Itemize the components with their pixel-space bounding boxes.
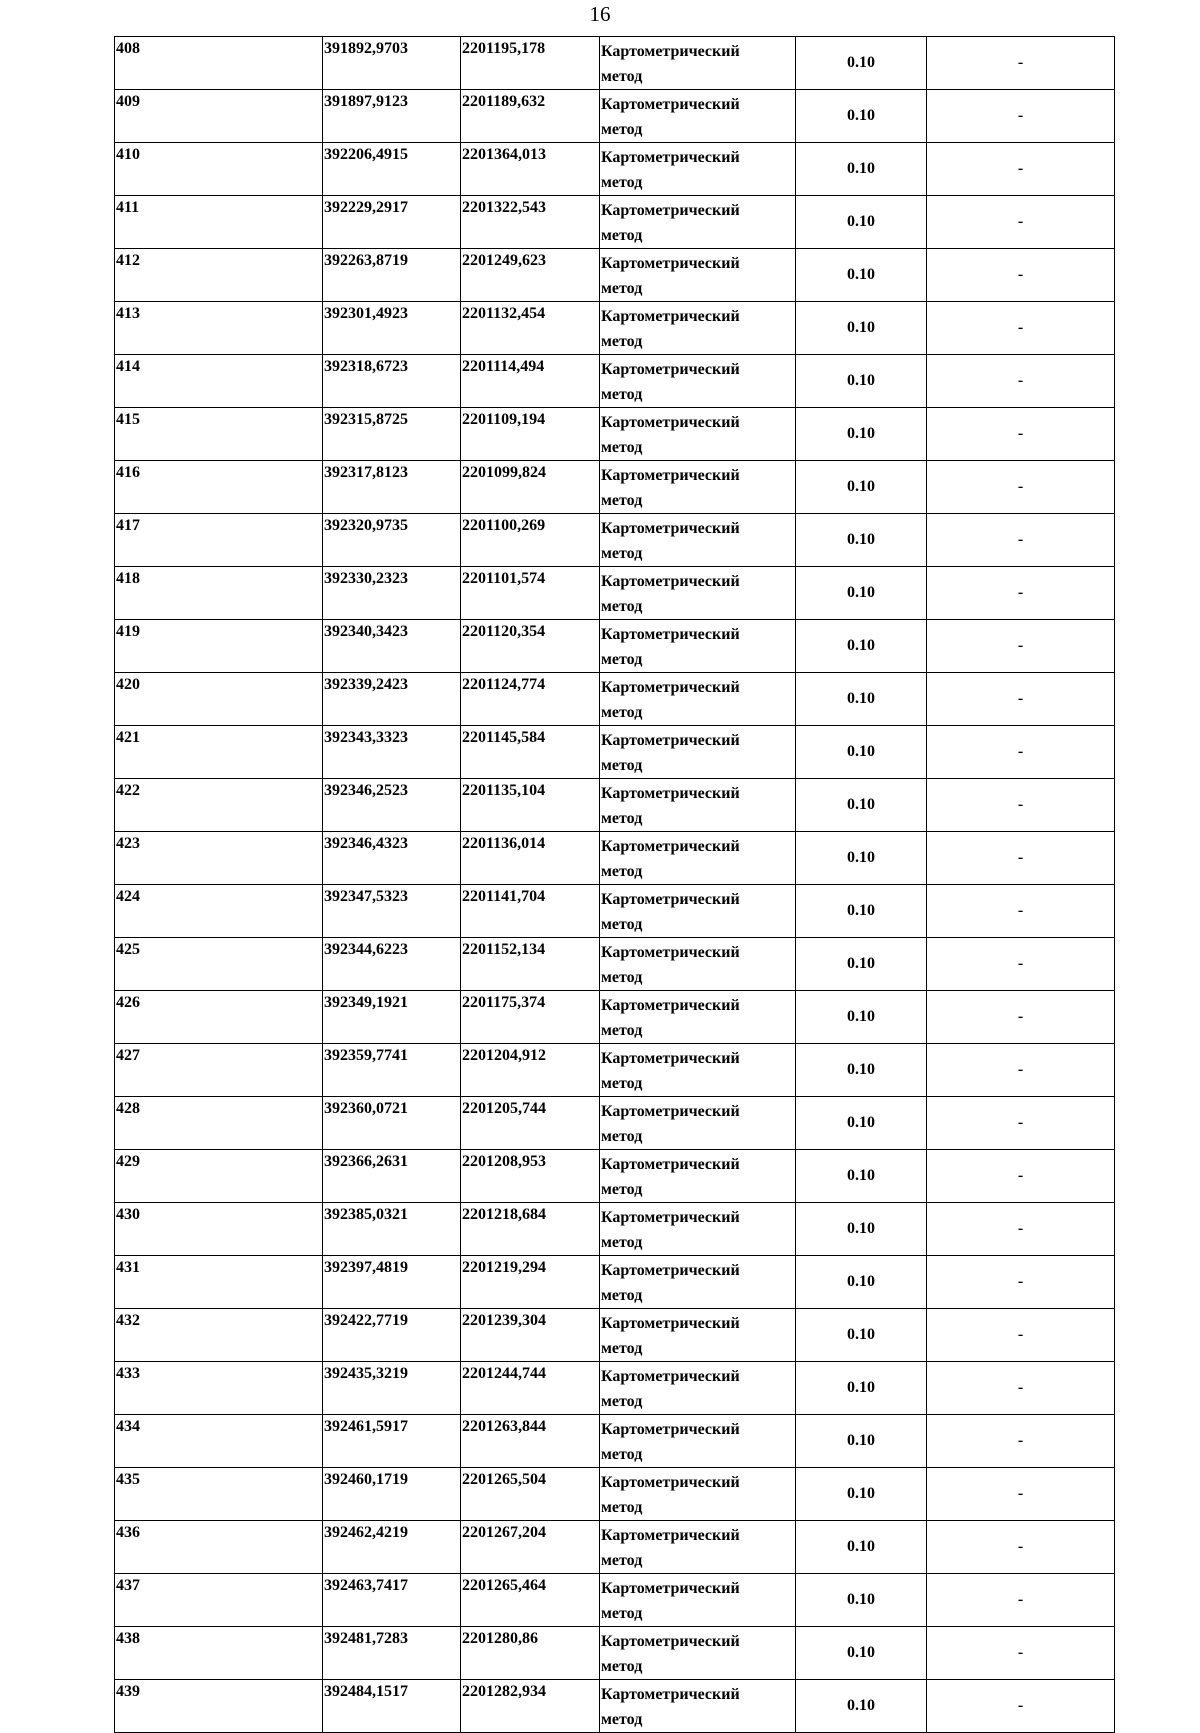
method-line-1: Картометрический: [601, 944, 740, 961]
description-cell: -: [927, 1468, 1115, 1521]
y-coordinate-cell: 2201267,204: [461, 1521, 600, 1574]
accuracy-cell: 0.10: [796, 620, 927, 673]
accuracy-cell: 0.10: [796, 567, 927, 620]
x-coordinate-cell: 392206,4915: [323, 143, 461, 196]
y-coordinate-cell: 2201152,134: [461, 938, 600, 991]
point-number-cell: 416: [115, 461, 323, 514]
table-row: [115, 143, 1115, 196]
table-row: [115, 1468, 1115, 1521]
x-coordinate-cell: 392422,7719: [323, 1309, 461, 1362]
method-line-2: метод: [601, 1552, 643, 1569]
accuracy-cell: 0.10: [796, 1203, 927, 1256]
point-number-cell: 409: [115, 90, 323, 143]
table-row: [115, 1309, 1115, 1362]
description-cell: -: [927, 1044, 1115, 1097]
method-line-2: метод: [601, 227, 643, 244]
x-coordinate-cell: 392330,2323: [323, 567, 461, 620]
x-coordinate-cell: 392318,6723: [323, 355, 461, 408]
x-coordinate-cell: 391892,9703: [323, 37, 461, 90]
x-coordinate-cell: 392481,7283: [323, 1627, 461, 1680]
y-coordinate-cell: 2201101,574: [461, 567, 600, 620]
table-row: [115, 620, 1115, 673]
method-line-1: Картометрический: [601, 1156, 740, 1173]
description-cell: -: [927, 1309, 1115, 1362]
x-coordinate-cell: 392435,3219: [323, 1362, 461, 1415]
accuracy-cell: 0.10: [796, 726, 927, 779]
method-line-2: метод: [601, 1340, 643, 1357]
description-cell: -: [927, 779, 1115, 832]
x-coordinate-cell: 392347,5323: [323, 885, 461, 938]
table-row: [115, 514, 1115, 567]
method-line-2: метод: [601, 174, 643, 191]
y-coordinate-cell: 2201100,269: [461, 514, 600, 567]
method-cell: [600, 991, 796, 1044]
method-cell: [600, 1574, 796, 1627]
y-coordinate-cell: 2201124,774: [461, 673, 600, 726]
y-coordinate-cell: 2201204,912: [461, 1044, 600, 1097]
table-row: [115, 1203, 1115, 1256]
description-cell: -: [927, 196, 1115, 249]
description-cell: -: [927, 885, 1115, 938]
accuracy-cell: 0.10: [796, 1044, 927, 1097]
point-number-cell: 426: [115, 991, 323, 1044]
method-line-1: Картометрический: [601, 1368, 740, 1385]
x-coordinate-cell: 392346,4323: [323, 832, 461, 885]
y-coordinate-cell: 2201244,744: [461, 1362, 600, 1415]
method-cell: [600, 1415, 796, 1468]
method-cell: [600, 620, 796, 673]
description-cell: -: [927, 1203, 1115, 1256]
method-line-1: Картометрический: [601, 255, 740, 272]
description-cell: -: [927, 355, 1115, 408]
method-line-1: Картометрический: [601, 891, 740, 908]
method-line-1: Картометрический: [601, 202, 740, 219]
method-line-1: Картометрический: [601, 1209, 740, 1226]
description-cell: -: [927, 620, 1115, 673]
table-row: [115, 461, 1115, 514]
method-line-2: метод: [601, 598, 643, 615]
method-line-1: Картометрический: [601, 1421, 740, 1438]
description-cell: -: [927, 1680, 1115, 1733]
x-coordinate-cell: 392366,2631: [323, 1150, 461, 1203]
method-line-2: метод: [601, 1234, 643, 1251]
method-line-2: метод: [601, 1287, 643, 1304]
page-number: 16: [589, 2, 611, 26]
table-row: [115, 1256, 1115, 1309]
description-cell: -: [927, 567, 1115, 620]
table-row: [115, 1680, 1115, 1733]
y-coordinate-cell: 2201219,294: [461, 1256, 600, 1309]
accuracy-cell: 0.10: [796, 249, 927, 302]
method-line-1: Картометрический: [601, 679, 740, 696]
method-cell: [600, 1309, 796, 1362]
x-coordinate-cell: 392320,9735: [323, 514, 461, 567]
table-row: [115, 1627, 1115, 1680]
accuracy-cell: 0.10: [796, 991, 927, 1044]
method-line-1: Картометрический: [601, 1315, 740, 1332]
method-cell: [600, 832, 796, 885]
method-line-1: Картометрический: [601, 626, 740, 643]
method-cell: [600, 726, 796, 779]
table-row: [115, 1044, 1115, 1097]
accuracy-cell: 0.10: [796, 832, 927, 885]
method-line-2: метод: [601, 280, 643, 297]
accuracy-cell: 0.10: [796, 938, 927, 991]
method-line-1: Картометрический: [601, 308, 740, 325]
method-cell: [600, 1203, 796, 1256]
table-row: [115, 355, 1115, 408]
y-coordinate-cell: 2201205,744: [461, 1097, 600, 1150]
table-row: [115, 37, 1115, 90]
description-cell: -: [927, 991, 1115, 1044]
table-row: [115, 1150, 1115, 1203]
y-coordinate-cell: 2201099,824: [461, 461, 600, 514]
method-line-2: метод: [601, 1499, 643, 1516]
method-line-2: метод: [601, 1128, 643, 1145]
table-row: [115, 90, 1115, 143]
method-cell: [600, 1680, 796, 1733]
x-coordinate-cell: 392484,1517: [323, 1680, 461, 1733]
method-line-1: Картометрический: [601, 1474, 740, 1491]
point-number-cell: 429: [115, 1150, 323, 1203]
accuracy-cell: 0.10: [796, 302, 927, 355]
x-coordinate-cell: 392301,4923: [323, 302, 461, 355]
x-coordinate-cell: 392344,6223: [323, 938, 461, 991]
x-coordinate-cell: 392229,2917: [323, 196, 461, 249]
table-row: [115, 1362, 1115, 1415]
point-number-cell: 417: [115, 514, 323, 567]
x-coordinate-cell: 392346,2523: [323, 779, 461, 832]
accuracy-cell: 0.10: [796, 1256, 927, 1309]
accuracy-cell: 0.10: [796, 408, 927, 461]
x-coordinate-cell: 392263,8719: [323, 249, 461, 302]
y-coordinate-cell: 2201282,934: [461, 1680, 600, 1733]
y-coordinate-cell: 2201120,354: [461, 620, 600, 673]
method-line-2: метод: [601, 1605, 643, 1622]
method-line-2: метод: [601, 439, 643, 456]
method-cell: [600, 1468, 796, 1521]
coordinates-table-body: [115, 37, 1115, 1733]
accuracy-cell: 0.10: [796, 355, 927, 408]
point-number-cell: 410: [115, 143, 323, 196]
point-number-cell: 419: [115, 620, 323, 673]
point-number-cell: 438: [115, 1627, 323, 1680]
x-coordinate-cell: 392349,1921: [323, 991, 461, 1044]
point-number-cell: 424: [115, 885, 323, 938]
method-line-2: метод: [601, 386, 643, 403]
accuracy-cell: 0.10: [796, 1680, 927, 1733]
description-cell: -: [927, 302, 1115, 355]
description-cell: -: [927, 1256, 1115, 1309]
description-cell: -: [927, 1415, 1115, 1468]
x-coordinate-cell: 392339,2423: [323, 673, 461, 726]
description-cell: -: [927, 1097, 1115, 1150]
method-line-2: метод: [601, 68, 643, 85]
method-line-1: Картометрический: [601, 1103, 740, 1120]
method-cell: [600, 196, 796, 249]
accuracy-cell: 0.10: [796, 1362, 927, 1415]
point-number-cell: 421: [115, 726, 323, 779]
point-number-cell: 408: [115, 37, 323, 90]
y-coordinate-cell: 2201322,543: [461, 196, 600, 249]
description-cell: -: [927, 832, 1115, 885]
method-cell: [600, 355, 796, 408]
method-line-2: метод: [601, 545, 643, 562]
method-cell: [600, 408, 796, 461]
accuracy-cell: 0.10: [796, 514, 927, 567]
method-cell: [600, 143, 796, 196]
accuracy-cell: 0.10: [796, 196, 927, 249]
method-line-1: Картометрический: [601, 1633, 740, 1650]
method-cell: [600, 1521, 796, 1574]
x-coordinate-cell: 392397,4819: [323, 1256, 461, 1309]
table-row: [115, 673, 1115, 726]
x-coordinate-cell: 391897,9123: [323, 90, 461, 143]
method-line-1: Картометрический: [601, 414, 740, 431]
accuracy-cell: 0.10: [796, 1627, 927, 1680]
y-coordinate-cell: 2201208,953: [461, 1150, 600, 1203]
description-cell: -: [927, 514, 1115, 567]
accuracy-cell: 0.10: [796, 1521, 927, 1574]
point-number-cell: 425: [115, 938, 323, 991]
y-coordinate-cell: 2201135,104: [461, 779, 600, 832]
method-line-1: Картометрический: [601, 361, 740, 378]
accuracy-cell: 0.10: [796, 1574, 927, 1627]
y-coordinate-cell: 2201364,013: [461, 143, 600, 196]
point-number-cell: 415: [115, 408, 323, 461]
y-coordinate-cell: 2201114,494: [461, 355, 600, 408]
point-number-cell: 428: [115, 1097, 323, 1150]
description-cell: -: [927, 90, 1115, 143]
accuracy-cell: 0.10: [796, 1097, 927, 1150]
method-line-2: метод: [601, 492, 643, 509]
point-number-cell: 439: [115, 1680, 323, 1733]
x-coordinate-cell: 392340,3423: [323, 620, 461, 673]
method-line-1: Картометрический: [601, 1527, 740, 1544]
method-line-1: Картометрический: [601, 43, 740, 60]
table-row: [115, 408, 1115, 461]
table-row: [115, 1574, 1115, 1627]
accuracy-cell: 0.10: [796, 673, 927, 726]
description-cell: -: [927, 249, 1115, 302]
method-line-1: Картометрический: [601, 732, 740, 749]
description-cell: -: [927, 461, 1115, 514]
method-line-2: метод: [601, 1393, 643, 1410]
description-cell: -: [927, 1150, 1115, 1203]
x-coordinate-cell: 392359,7741: [323, 1044, 461, 1097]
y-coordinate-cell: 2201175,374: [461, 991, 600, 1044]
y-coordinate-cell: 2201136,014: [461, 832, 600, 885]
method-line-2: метод: [601, 1658, 643, 1675]
point-number-cell: 422: [115, 779, 323, 832]
method-cell: [600, 514, 796, 567]
method-cell: [600, 302, 796, 355]
method-cell: [600, 673, 796, 726]
x-coordinate-cell: 392462,4219: [323, 1521, 461, 1574]
table-row: [115, 1097, 1115, 1150]
y-coordinate-cell: 2201263,844: [461, 1415, 600, 1468]
y-coordinate-cell: 2201249,623: [461, 249, 600, 302]
x-coordinate-cell: 392360,0721: [323, 1097, 461, 1150]
method-line-2: метод: [601, 1022, 643, 1039]
table-row: [115, 726, 1115, 779]
coordinates-table: [114, 36, 1115, 1733]
y-coordinate-cell: 2201265,504: [461, 1468, 600, 1521]
point-number-cell: 436: [115, 1521, 323, 1574]
method-line-1: Картометрический: [601, 1580, 740, 1597]
description-cell: -: [927, 1362, 1115, 1415]
method-cell: [600, 779, 796, 832]
description-cell: -: [927, 1627, 1115, 1680]
table-row: [115, 249, 1115, 302]
description-cell: -: [927, 143, 1115, 196]
table-row: [115, 832, 1115, 885]
y-coordinate-cell: 2201239,304: [461, 1309, 600, 1362]
point-number-cell: 414: [115, 355, 323, 408]
description-cell: -: [927, 673, 1115, 726]
point-number-cell: 430: [115, 1203, 323, 1256]
y-coordinate-cell: 2201145,584: [461, 726, 600, 779]
description-cell: -: [927, 1574, 1115, 1627]
method-line-2: метод: [601, 810, 643, 827]
method-line-1: Картометрический: [601, 838, 740, 855]
point-number-cell: 420: [115, 673, 323, 726]
x-coordinate-cell: 392460,1719: [323, 1468, 461, 1521]
accuracy-cell: 0.10: [796, 1150, 927, 1203]
x-coordinate-cell: 392463,7417: [323, 1574, 461, 1627]
accuracy-cell: 0.10: [796, 37, 927, 90]
point-number-cell: 413: [115, 302, 323, 355]
method-line-2: метод: [601, 333, 643, 350]
y-coordinate-cell: 2201189,632: [461, 90, 600, 143]
accuracy-cell: 0.10: [796, 461, 927, 514]
x-coordinate-cell: 392461,5917: [323, 1415, 461, 1468]
table-row: [115, 1521, 1115, 1574]
method-line-1: Картометрический: [601, 1050, 740, 1067]
table-row: [115, 302, 1115, 355]
description-cell: -: [927, 37, 1115, 90]
point-number-cell: 431: [115, 1256, 323, 1309]
point-number-cell: 432: [115, 1309, 323, 1362]
method-line-1: Картометрический: [601, 1686, 740, 1703]
table-row: [115, 196, 1115, 249]
method-line-2: метод: [601, 1446, 643, 1463]
point-number-cell: 418: [115, 567, 323, 620]
y-coordinate-cell: 2201141,704: [461, 885, 600, 938]
description-cell: -: [927, 726, 1115, 779]
point-number-cell: 423: [115, 832, 323, 885]
y-coordinate-cell: 2201218,684: [461, 1203, 600, 1256]
method-cell: [600, 1627, 796, 1680]
method-line-1: Картометрический: [601, 149, 740, 166]
method-line-2: метод: [601, 121, 643, 138]
table-row: [115, 567, 1115, 620]
x-coordinate-cell: 392315,8725: [323, 408, 461, 461]
method-line-2: метод: [601, 969, 643, 986]
accuracy-cell: 0.10: [796, 1309, 927, 1362]
description-cell: -: [927, 1521, 1115, 1574]
table-row: [115, 1415, 1115, 1468]
method-line-1: Картометрический: [601, 573, 740, 590]
point-number-cell: 411: [115, 196, 323, 249]
method-line-2: метод: [601, 651, 643, 668]
y-coordinate-cell: 2201132,454: [461, 302, 600, 355]
method-cell: [600, 249, 796, 302]
method-cell: [600, 1044, 796, 1097]
method-line-1: Картометрический: [601, 1262, 740, 1279]
table-row: [115, 938, 1115, 991]
x-coordinate-cell: 392343,3323: [323, 726, 461, 779]
method-cell: [600, 1362, 796, 1415]
accuracy-cell: 0.10: [796, 885, 927, 938]
method-cell: [600, 1097, 796, 1150]
method-line-2: метод: [601, 1181, 643, 1198]
method-cell: [600, 938, 796, 991]
accuracy-cell: 0.10: [796, 1468, 927, 1521]
table-row: [115, 779, 1115, 832]
point-number-cell: 427: [115, 1044, 323, 1097]
point-number-cell: 435: [115, 1468, 323, 1521]
accuracy-cell: 0.10: [796, 779, 927, 832]
method-cell: [600, 37, 796, 90]
method-cell: [600, 1150, 796, 1203]
point-number-cell: 412: [115, 249, 323, 302]
point-number-cell: 433: [115, 1362, 323, 1415]
table-row: [115, 991, 1115, 1044]
method-line-2: метод: [601, 757, 643, 774]
method-cell: [600, 461, 796, 514]
table-row: [115, 885, 1115, 938]
method-line-1: Картометрический: [601, 997, 740, 1014]
method-line-1: Картометрический: [601, 520, 740, 537]
y-coordinate-cell: 2201265,464: [461, 1574, 600, 1627]
method-line-1: Картометрический: [601, 467, 740, 484]
description-cell: -: [927, 408, 1115, 461]
point-number-cell: 437: [115, 1574, 323, 1627]
method-cell: [600, 885, 796, 938]
method-cell: [600, 1256, 796, 1309]
y-coordinate-cell: 2201195,178: [461, 37, 600, 90]
method-line-2: метод: [601, 1075, 643, 1092]
method-cell: [600, 567, 796, 620]
method-line-1: Картометрический: [601, 96, 740, 113]
y-coordinate-cell: 2201280,86: [461, 1627, 600, 1680]
method-line-2: метод: [601, 916, 643, 933]
method-line-2: метод: [601, 863, 643, 880]
method-cell: [600, 90, 796, 143]
method-line-1: Картометрический: [601, 785, 740, 802]
accuracy-cell: 0.10: [796, 1415, 927, 1468]
method-line-2: метод: [601, 1711, 643, 1728]
x-coordinate-cell: 392317,8123: [323, 461, 461, 514]
point-number-cell: 434: [115, 1415, 323, 1468]
method-line-2: метод: [601, 704, 643, 721]
accuracy-cell: 0.10: [796, 143, 927, 196]
accuracy-cell: 0.10: [796, 90, 927, 143]
description-cell: -: [927, 938, 1115, 991]
y-coordinate-cell: 2201109,194: [461, 408, 600, 461]
x-coordinate-cell: 392385,0321: [323, 1203, 461, 1256]
